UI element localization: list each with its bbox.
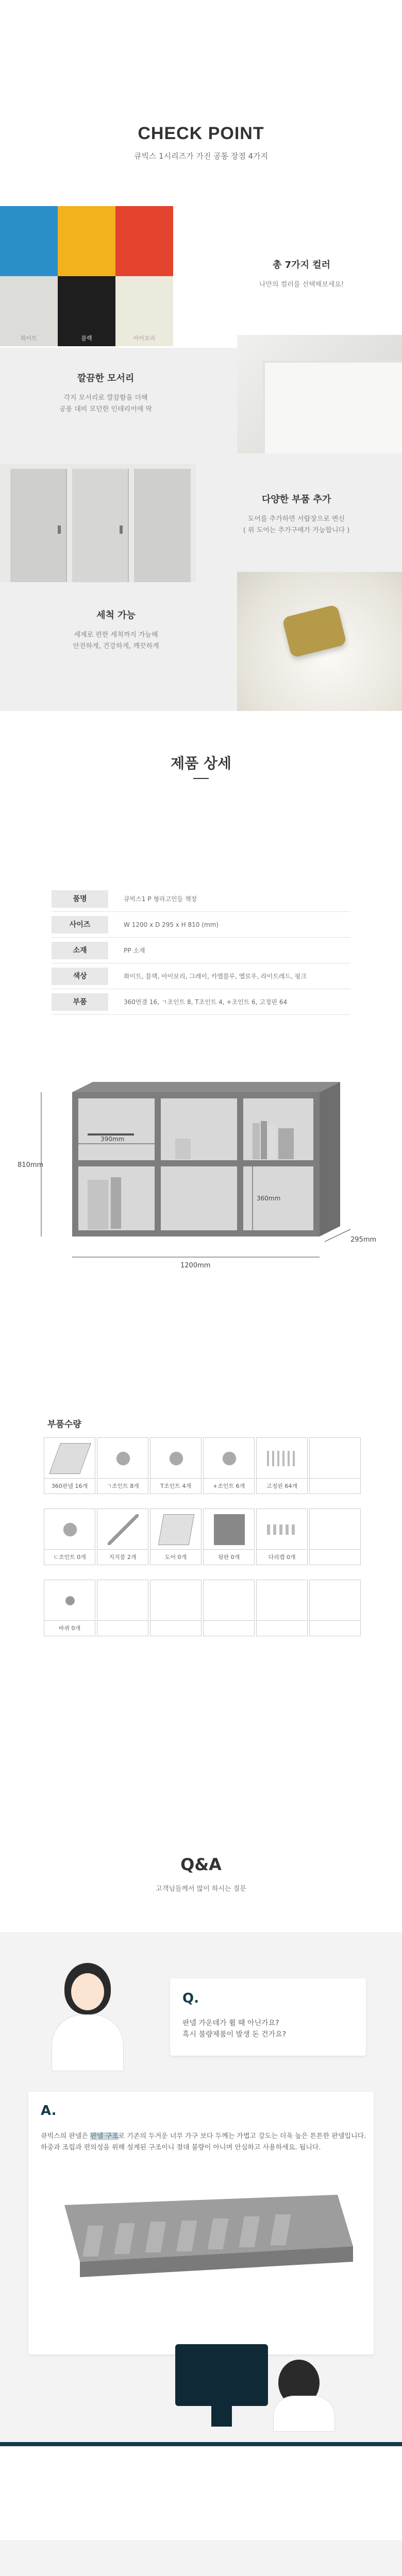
feature-title: 세척 가능 [96,610,136,621]
answer-text [41,2131,371,2154]
dim-height: 810mm [18,1161,44,1169]
part-plus-joint [203,1437,255,1494]
question-box-1 [170,1978,366,2056]
part-caption [310,1549,360,1565]
a-mark: A. [41,2103,57,2119]
part-caption [204,1620,254,1636]
color-swatch-grid [0,206,173,346]
part-c-joint [44,1509,95,1565]
part-caption: ㄷ조인트 0개 [44,1549,95,1565]
feature-desc: 도어를 추가하면 서랍장으로 변신 ( 위 도어는 추가구매가 가능합니다 ) [243,515,350,534]
spec-value: W 1200 x D 295 x H 810 (mm) [124,921,219,928]
dim-inner-width: 390mm [100,1136,125,1143]
part-caption: T조인트 4개 [150,1478,201,1494]
parts-label: 부품수량 [47,1419,81,1430]
part-caption: 뒷판 0개 [204,1549,254,1565]
spec-value: 화이트, 블랙, 아이보리, 그레이, 카멜블루, 옐로우, 라이트레드, 핑크 [124,973,307,980]
dim-width: 1200mm [180,1262,211,1269]
feature-text-parts [211,492,381,536]
part-empty [203,1580,255,1636]
part-caption [150,1620,201,1636]
part-l-joint [97,1437,148,1494]
spec-row [52,963,350,989]
qa-title: Q&A [180,1855,222,1874]
spec-value: 큐빅스1 P 형라고민들 책장 [124,895,197,903]
feature-desc: 각지 모서리로 깔끔함을 더해 공용 대비 모던한 인테리어에 딱 [59,394,152,413]
part-caption: 도어 0개 [150,1549,201,1565]
part-caption: 360판넬 16개 [44,1478,95,1494]
part-caption: +조인트 6개 [204,1478,254,1494]
parts-row [44,1437,361,1494]
part-caption: 지지봉 2개 [97,1549,148,1565]
part-rod [97,1509,148,1565]
color-swatch-red [115,206,173,276]
spec-head: 색상 [52,968,108,985]
swatch-label: 아이보리 [133,335,156,342]
answer-part: 로 기존의 두거운 너무 가구 보다 두께는 가볍고 강도는 더욱 높은 튼튼한 판넬입니다. 하중과 조립과 편의성을 위해 설계된 구조이니 절대 불량이 아니며 안심하고 사용하세요. 됩니다. [41,2132,366,2151]
spec-row [52,989,350,1015]
part-wheel [44,1580,95,1636]
parts-grid [44,1437,361,1651]
qa-subtitle: 고객님들께서 많이 하시는 질문 [156,1885,246,1893]
panel-illustration [49,2184,353,2303]
sponge-photo [237,572,402,711]
parts-photo [0,464,196,592]
part-caption: 바퀴 0개 [44,1620,95,1636]
part-panel [44,1437,95,1494]
spec-row [52,886,350,912]
answer-highlight: 판넬 구조 [90,2132,119,2140]
dim-depth: 295mm [350,1236,377,1244]
checkpoint-subtitle: 큐빅스 1시리즈가 가진 공통 장점 4가지 [133,151,269,161]
part-back [203,1509,255,1565]
checkpoint-title: CHECK POINT [138,124,264,143]
qa-block-2 [0,2540,402,2576]
shelf-drawing [10,1072,392,1278]
part-empty [309,1580,361,1636]
spec-head: 사이즈 [52,916,108,934]
feature-text-colors [201,258,402,291]
part-empty [150,1580,202,1636]
part-caption: 고정핀 64개 [257,1478,307,1494]
spec-head: 소재 [52,942,108,959]
feature-text-edges [21,371,191,415]
spec-head: 부품 [52,993,108,1011]
part-caption: ㄱ조인트 8개 [97,1478,148,1494]
shelf-diagram [10,1072,392,1278]
navy-bar [0,2442,402,2446]
part-door [150,1509,202,1565]
spec-row [52,938,350,963]
part-empty [256,1580,308,1636]
answer-box-1 [28,2092,374,2354]
person-illustration [36,1953,139,2076]
part-leg-cap [256,1509,308,1565]
part-empty [309,1509,361,1565]
qa-section [0,1705,402,2576]
q-mark: Q. [182,1991,199,2006]
part-caption [310,1478,360,1494]
detail-title: 제품 상세 [171,755,231,772]
feature-title: 총 7가지 컬러 [273,260,330,270]
swatch-label: 화이트 [21,335,37,342]
color-swatch-yellow [58,206,115,276]
part-caption: 다리캡 0개 [257,1549,307,1565]
feature-title: 깔끔한 모서리 [77,373,135,384]
part-empty [97,1580,148,1636]
part-caption [310,1620,360,1636]
part-t-joint [150,1437,202,1494]
spec-value: 360연결 16, ㄱ조인트 8, T조인트 4, +조인트 6, 고정핀 64 [124,998,288,1006]
part-caption [257,1620,307,1636]
feature-title: 다양한 부품 추가 [261,494,331,505]
color-swatch-black [58,276,115,346]
color-swatch-ivory [115,276,173,346]
feature-desc: 세제로 편한 세척까지 가능해 안전하게, 건강하게, 깨끗하게 [73,631,159,650]
swatch-label: 블랙 [81,335,92,342]
feature-desc: 나만의 컬러를 선택해보세요! [259,281,344,289]
spec-value: PP 소재 [124,947,145,954]
part-caption [97,1620,148,1636]
detail-divider [193,778,209,779]
parts-row [44,1580,361,1636]
color-swatch-blue [0,206,58,276]
dim-inner-height: 360mm [257,1195,281,1202]
spec-head: 품명 [52,890,108,908]
desk-illustration [170,2339,387,2442]
spec-table [52,886,350,1015]
part-empty [309,1437,361,1494]
parts-row [44,1509,361,1565]
question-text: 판넬 가운데가 휠 때 아닌가요? 혹시 불량제품이 발생 돈 건가요? [182,2019,287,2039]
color-swatch-white [0,276,58,346]
edge-photo [237,335,402,453]
answer-part: 큐빅스의 판넬은 [41,2132,91,2140]
spec-row [52,912,350,938]
feature-text-wash [31,608,201,652]
part-pin [256,1437,308,1494]
